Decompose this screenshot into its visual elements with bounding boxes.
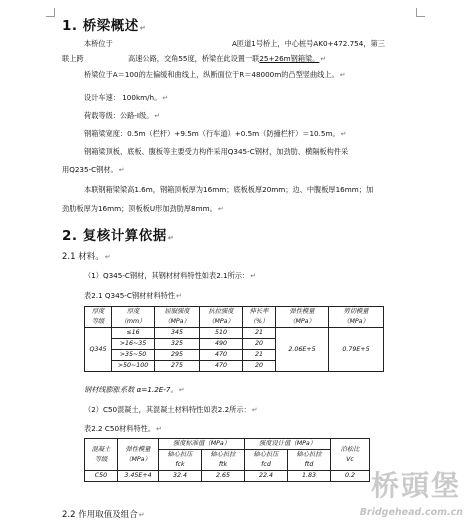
th-thickness: 厚度 （mm）	[112, 307, 155, 328]
table-2-2-caption: 表2.2 C50材料特性。↵	[84, 424, 162, 433]
text-span-over: 联上跨	[62, 54, 84, 63]
cell-yield: 275	[155, 361, 200, 372]
th-grade: 厚度 等级	[85, 307, 112, 328]
cell-elongation: 20	[243, 361, 276, 372]
para-location-line-2b: 高速公路，交角55度，桥梁在此设置一联25+26m钢箱梁。↵	[128, 54, 327, 63]
th-fcd: 轴心抗压 fcd	[245, 450, 288, 471]
subsection-2-1-title: 2.1 材料。	[62, 252, 104, 262]
para-steel-1	[84, 148, 348, 155]
para-width: 钢箱梁宽度：0.5m（栏杆）+9.5m（行车道）+0.5m（防撞栏杆）＝10.5m。↵	[84, 129, 347, 138]
cell-yield: 295	[155, 350, 200, 361]
text-deck-width: 钢箱梁宽度：0.5m（栏杆）+9.5m（行车道）+0.5m（防撞栏杆）＝10.5m。	[84, 129, 340, 138]
text-span-config: 25+26m钢箱梁。	[259, 54, 320, 63]
text-q345-intro: （1）Q345-C钢材，其钢材材料特性如表2.1所示：	[84, 271, 250, 280]
para-section-2: 劲肋板厚为16mm；顶板板U形加劲肋厚8mm。↵	[62, 204, 224, 213]
cell-elongation: 21	[243, 328, 276, 339]
th-ftd: 轴心抗拉 ftd	[288, 450, 331, 471]
table-row	[85, 471, 370, 482]
cell-yield: 345	[155, 328, 200, 339]
text-steel-members: 钢箱梁顶板、底板、腹板等主要受力构件采用Q345-C钢材，加劲肋、横隔板构件采	[84, 147, 349, 156]
th-poisson-ratio: 泊松比 Vc	[331, 439, 370, 471]
text-girder-section-cont: 劲肋板厚为16mm；顶板板U形加劲肋厚8mm。	[62, 204, 217, 213]
th-fck: 轴心抗压 fck	[159, 450, 202, 471]
text-load-class: 荷载等级：公路-I级。	[84, 111, 154, 120]
para-expansion-coefficient: 钢材线膨胀系数 α=1.2E-7。↵	[84, 385, 185, 394]
para-speed: 设计车速： 100km/h。↵	[84, 93, 169, 102]
table-row	[85, 328, 384, 339]
para-location-line-2	[62, 55, 84, 62]
section-1-title: 1. 桥梁概述	[62, 18, 139, 34]
para-alignment: 桥梁位于A＝100的左偏缓和曲线上，纵断面位于R＝48000m的凸型竖曲线上。↵	[84, 70, 346, 79]
subsection-2-2-heading: 2.2 作用取值及组合↵	[62, 510, 145, 520]
th-concrete-modulus: 弹性模量 （MPa）	[118, 439, 159, 471]
text-expansion-coefficient: 钢材线膨胀系数 α=1.2E-7。	[84, 385, 178, 394]
cell-yield: 325	[155, 339, 200, 350]
th-concrete-grade: 混凝土 等级	[85, 439, 118, 471]
section-1-heading: 1. 桥梁概述↵	[62, 18, 147, 34]
text-alignment: 桥梁位于A＝100的左偏缓和曲线上，纵断面位于R＝48000m的凸型竖曲线上。	[84, 70, 339, 79]
para-section-1	[84, 186, 373, 193]
para-location-line-1	[84, 40, 113, 47]
table-header-row	[85, 307, 384, 328]
para-c50-intro: （2）C50混凝土，其混凝土材料特性如表2.2所示：↵	[84, 405, 258, 414]
watermark-logo: 桥頭堡	[370, 469, 461, 502]
para-steel-2: 用Q235-C钢材。↵	[62, 165, 125, 174]
para-location-line-1b	[232, 40, 385, 47]
cell-ftd: 1.83	[288, 471, 331, 482]
margin-mark-top-left	[46, 8, 55, 17]
table-q345-properties	[84, 306, 384, 372]
cell-elongation: 21	[243, 350, 276, 361]
cell-tensile: 470	[200, 361, 243, 372]
cell-elastic-modulus: 2.06E+5	[276, 328, 329, 372]
text-station: A匝道1号桥上，中心桩号AK0+472.754，第三	[232, 39, 385, 48]
text-located-at: 本桥位于	[84, 39, 113, 48]
section-2-title: 2. 复核计算依据	[62, 228, 167, 244]
cell-tensile: 470	[200, 350, 243, 361]
cell-concrete-grade: C50	[85, 471, 118, 482]
cell-ftk: 2.65	[202, 471, 245, 482]
cell-concrete-modulus: 3.45E+4	[118, 471, 159, 482]
para-q345-intro: （1）Q345-C钢材，其钢材材料特性如表2.1所示：↵	[84, 271, 257, 280]
text-table-2-1-caption: 表2.1 Q345-C钢材材料特性	[84, 291, 176, 300]
th-design-strength: 强度设计值（MPa）	[245, 439, 331, 450]
text-steel-members-cont: 用Q235-C钢材。	[62, 165, 118, 174]
subsection-2-1-heading: 2.1 材料。↵	[62, 252, 111, 262]
th-yield: 屈服强度 （MPa）	[155, 307, 200, 328]
cell-fck: 32.4	[159, 471, 202, 482]
section-2-heading: 2. 复核计算依据↵	[62, 228, 175, 244]
th-elastic-modulus: 弹性模量 （MPa）	[276, 307, 329, 328]
th-shear-modulus: 剪切模量 （MPa）	[329, 307, 384, 328]
text-c50-intro: （2）C50混凝土，其混凝土材料特性如表2.2所示：	[84, 405, 251, 414]
table-2-1-caption: 表2.1 Q345-C钢材材料特性↵	[84, 291, 182, 300]
cell-thickness: >35~50	[112, 350, 155, 361]
table-header-row	[85, 439, 370, 450]
cell-elongation: 20	[243, 339, 276, 350]
th-ftk: 轴心抗拉 ftk	[202, 450, 245, 471]
table-c50-properties	[84, 438, 370, 482]
cell-thickness: >50~100	[112, 361, 155, 372]
para-load: 荷载等级：公路-I级。↵	[84, 111, 161, 120]
text-girder-section: 本联钢箱梁梁高1.6m，钢箱顶板厚为16mm；底板板厚20mm；边、中腹板厚16mm；加	[84, 185, 374, 194]
cell-grade: Q345	[85, 328, 112, 372]
text-table-2-2-caption: 表2.2 C50材料特性。	[84, 424, 156, 433]
cell-thickness: ≤16	[112, 328, 155, 339]
cell-tensile: 510	[200, 328, 243, 339]
cell-tensile: 490	[200, 339, 243, 350]
watermark-url: Bridgehead.com.cn	[359, 507, 463, 518]
cell-thickness: >16~35	[112, 339, 155, 350]
margin-mark-top-right	[416, 8, 425, 17]
cell-shear-modulus: 0.79E+5	[329, 328, 384, 372]
cell-poisson-ratio: 0.2	[331, 471, 370, 482]
th-elongation: 伸长率 （%）	[243, 307, 276, 328]
th-tensile: 抗拉强度 （MPa）	[200, 307, 243, 328]
th-standard-strength: 强度标准值（MPa）	[159, 439, 245, 450]
text-design-speed: 设计车速： 100km/h。	[84, 93, 162, 102]
subsection-2-2-title: 2.2 作用取值及组合	[62, 510, 138, 520]
text-crossing: 高速公路，交角55度，桥梁在此设置一联	[128, 54, 260, 63]
cell-fcd: 22.4	[245, 471, 288, 482]
